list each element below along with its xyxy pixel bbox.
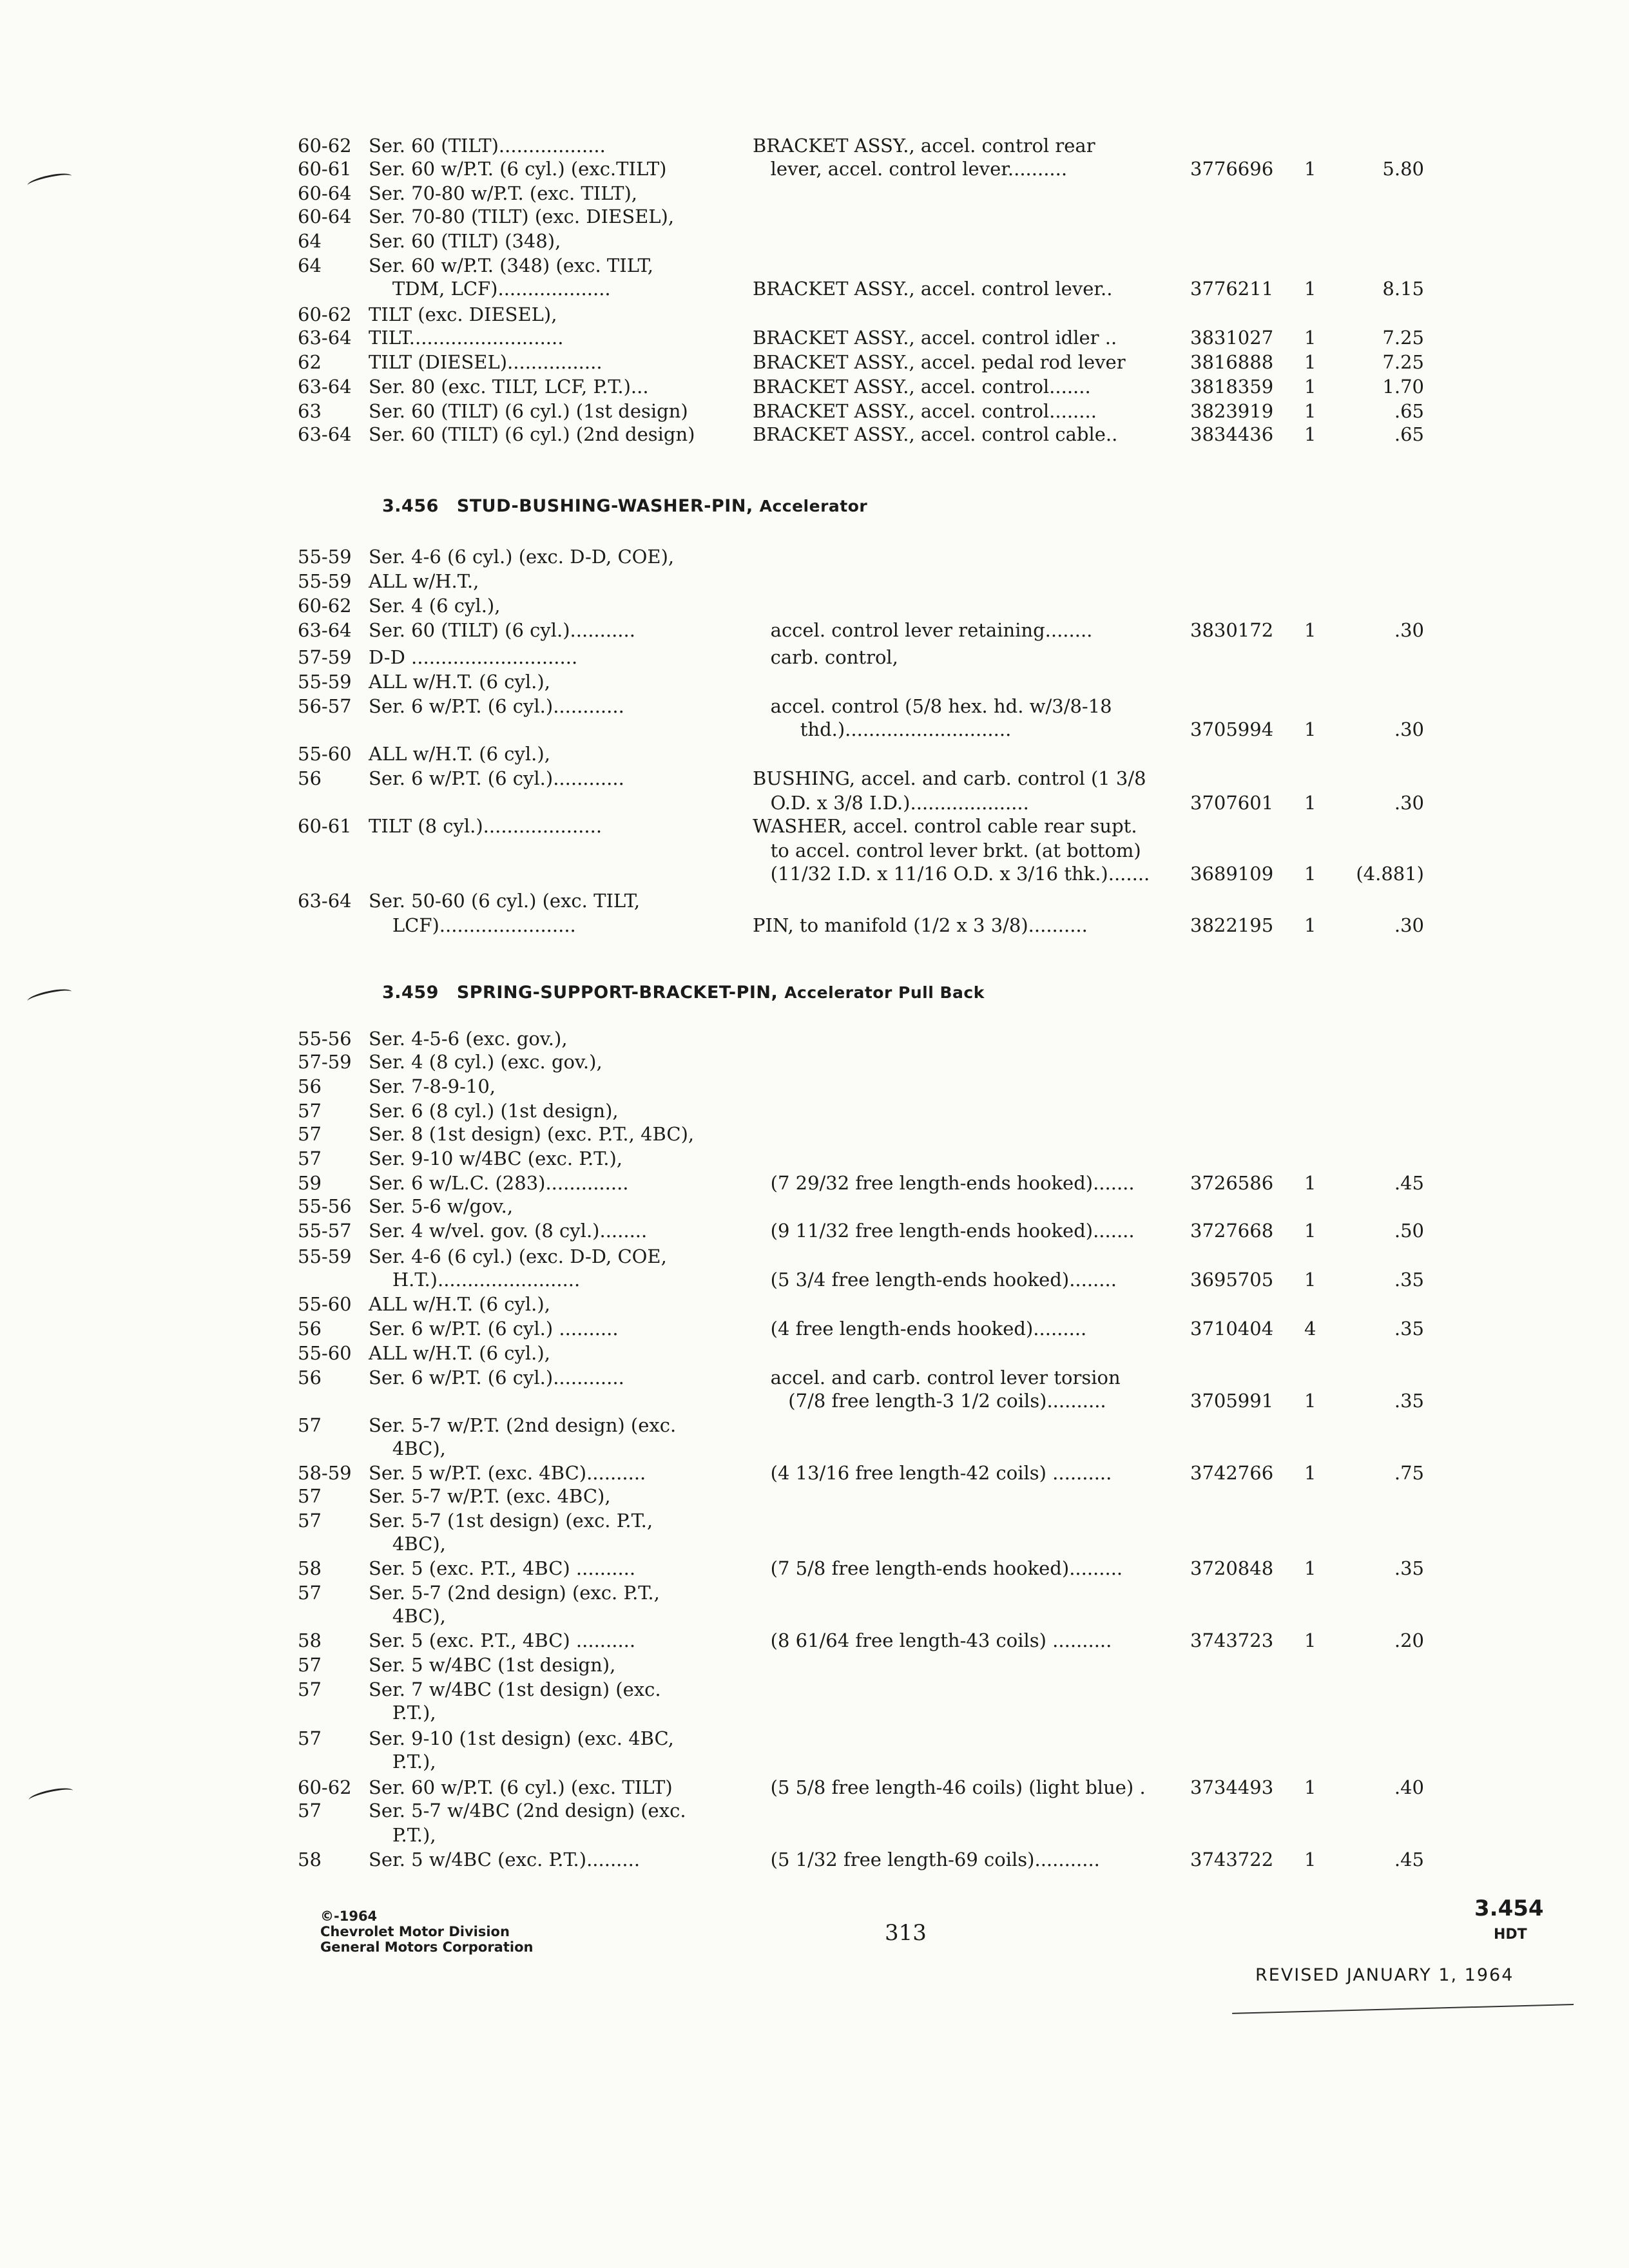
row-price: .35 bbox=[1394, 1318, 1424, 1340]
row-model: Ser. 8 (1st design) (exc. P.T., 4BC), bbox=[369, 1123, 695, 1145]
row-model: Ser. 6 w/P.T. (6 cyl.)............ bbox=[369, 767, 624, 789]
row-year: 63-64 bbox=[298, 376, 352, 398]
row-year: 55-56 bbox=[298, 1028, 352, 1050]
row-model: Ser. 5-6 w/gov., bbox=[369, 1195, 514, 1217]
section-subtitle: Accelerator Pull Back bbox=[784, 983, 985, 1002]
row-model: Ser. 9-10 (1st design) (exc. 4BC, bbox=[369, 1727, 674, 1749]
row-model: Ser. 5 w/P.T. (exc. 4BC).......... bbox=[369, 1462, 646, 1484]
row-part-name: (7 5/8 free length-ends hooked)......... bbox=[753, 1557, 1123, 1579]
row-part-number: 3776696 bbox=[1190, 158, 1274, 180]
row-year: 56 bbox=[298, 767, 322, 789]
row-part-number: 3818359 bbox=[1190, 376, 1274, 398]
row-quantity: 1 bbox=[1304, 718, 1316, 740]
row-year: 55-60 bbox=[298, 1342, 352, 1364]
row-part-name: O.D. x 3/8 I.D.).................... bbox=[753, 792, 1029, 814]
row-part-number: 3727668 bbox=[1190, 1220, 1274, 1242]
row-year: 63-64 bbox=[298, 423, 352, 445]
division: Chevrolet Motor Division bbox=[320, 1924, 510, 1939]
row-quantity: 1 bbox=[1304, 792, 1316, 814]
row-price: .35 bbox=[1394, 1269, 1424, 1291]
section-number: 3.456 bbox=[382, 496, 439, 516]
row-year: 57 bbox=[298, 1100, 322, 1122]
row-part-name: BRACKET ASSY., accel. control....... bbox=[753, 376, 1091, 398]
row-part-number: 3707601 bbox=[1190, 792, 1274, 814]
row-part-name: (4 13/16 free length-42 coils) .......... bbox=[753, 1462, 1112, 1484]
row-year: 55-56 bbox=[298, 1195, 352, 1217]
row-year: 59 bbox=[298, 1172, 322, 1194]
row-part-name: lever, accel. control lever.......... bbox=[753, 158, 1068, 180]
row-model: Ser. 5 (exc. P.T., 4BC) .......... bbox=[369, 1557, 636, 1579]
margin-mark bbox=[26, 986, 73, 1006]
row-year: 62 bbox=[298, 351, 322, 373]
row-part-number: 3816888 bbox=[1190, 351, 1274, 373]
row-part-number: 3705994 bbox=[1190, 718, 1274, 740]
row-model: TILT.......................... bbox=[369, 327, 564, 349]
row-model: Ser. 60 (TILT).................. bbox=[369, 135, 606, 157]
row-model: Ser. 60 (TILT) (6 cyl.) (1st design) bbox=[369, 400, 688, 422]
row-model: ALL w/H.T. (6 cyl.), bbox=[369, 743, 550, 765]
row-part-name: BRACKET ASSY., accel. control cable.. bbox=[753, 423, 1118, 445]
row-model: ALL w/H.T. (6 cyl.), bbox=[369, 1342, 550, 1364]
row-quantity: 4 bbox=[1304, 1318, 1316, 1340]
section-heading-3-459 bbox=[382, 983, 985, 1003]
row-quantity: 1 bbox=[1304, 1776, 1316, 1798]
row-year: 63-64 bbox=[298, 619, 352, 641]
row-part-name: (4 free length-ends hooked)......... bbox=[753, 1318, 1087, 1340]
row-price: .45 bbox=[1394, 1172, 1424, 1194]
row-model: Ser. 4-5-6 (exc. gov.), bbox=[369, 1028, 568, 1050]
row-part-name: BRACKET ASSY., accel. control........ bbox=[753, 400, 1097, 422]
row-year: 55-60 bbox=[298, 743, 352, 765]
row-quantity: 1 bbox=[1304, 400, 1316, 422]
row-part-number: 3830172 bbox=[1190, 619, 1274, 641]
row-part-name: to accel. control lever brkt. (at bottom) bbox=[753, 840, 1141, 861]
hdt-label: HDT bbox=[1494, 1927, 1527, 1943]
section-title: SPRING-SUPPORT-BRACKET-PIN, bbox=[456, 983, 778, 1003]
row-year: 60-62 bbox=[298, 1776, 352, 1798]
row-price: 1.70 bbox=[1382, 376, 1424, 398]
row-price: .65 bbox=[1394, 423, 1424, 445]
row-price: 5.80 bbox=[1382, 158, 1424, 180]
row-part-name: PIN, to manifold (1/2 x 3 3/8).......... bbox=[753, 914, 1088, 936]
row-part-name: accel. control (5/8 hex. hd. w/3/8-18 bbox=[753, 695, 1112, 717]
row-quantity: 1 bbox=[1304, 1849, 1316, 1870]
row-year: 60-64 bbox=[298, 182, 352, 204]
row-part-name: (5 5/8 free length-46 coils) (light blue) . bbox=[753, 1776, 1146, 1798]
margin-mark bbox=[26, 171, 73, 191]
row-year: 60-62 bbox=[298, 135, 352, 157]
row-model: TILT (DIESEL)................ bbox=[369, 351, 602, 373]
row-model: Ser. 50-60 (6 cyl.) (exc. TILT, bbox=[369, 890, 641, 912]
row-price: (4.881) bbox=[1356, 863, 1424, 885]
row-quantity: 1 bbox=[1304, 376, 1316, 398]
row-year: 60-62 bbox=[298, 303, 352, 325]
row-part-name: thd.)............................ bbox=[753, 718, 1012, 740]
row-part-number: 3743723 bbox=[1190, 1629, 1274, 1651]
row-model: Ser. 60 w/P.T. (6 cyl.) (exc. TILT) bbox=[369, 1776, 673, 1798]
row-model: Ser. 5-7 (1st design) (exc. P.T., bbox=[369, 1510, 653, 1532]
row-year: 55-60 bbox=[298, 1293, 352, 1315]
row-year: 56-57 bbox=[298, 695, 352, 717]
row-model: Ser. 5 w/4BC (1st design), bbox=[369, 1654, 616, 1676]
row-year: 57 bbox=[298, 1148, 322, 1169]
row-model: D-D ............................ bbox=[369, 646, 578, 668]
margin-mark bbox=[28, 1785, 74, 1805]
row-part-number: 3834436 bbox=[1190, 423, 1274, 445]
row-quantity: 1 bbox=[1304, 863, 1316, 885]
row-model: Ser. 7 w/4BC (1st design) (exc. bbox=[369, 1678, 661, 1700]
row-model: Ser. 7-8-9-10, bbox=[369, 1075, 496, 1097]
row-model: P.T.), bbox=[369, 1751, 436, 1773]
row-model: Ser. 6 w/P.T. (6 cyl.)............ bbox=[369, 1367, 624, 1389]
row-year: 55-59 bbox=[298, 1245, 352, 1267]
row-year: 55-57 bbox=[298, 1220, 352, 1242]
row-year: 55-59 bbox=[298, 570, 352, 592]
row-model: Ser. 70-80 (TILT) (exc. DIESEL), bbox=[369, 206, 675, 227]
row-year: 58-59 bbox=[298, 1462, 352, 1484]
row-part-name: carb. control, bbox=[753, 646, 898, 668]
row-year: 57 bbox=[298, 1582, 322, 1604]
row-model: Ser. 4 w/vel. gov. (8 cyl.)........ bbox=[369, 1220, 648, 1242]
row-year: 57 bbox=[298, 1654, 322, 1676]
row-price: .30 bbox=[1394, 792, 1424, 814]
publisher-block bbox=[320, 1908, 533, 1955]
row-part-number: 3720848 bbox=[1190, 1557, 1274, 1579]
row-price: .30 bbox=[1394, 914, 1424, 936]
row-price: .40 bbox=[1394, 1776, 1424, 1798]
row-part-number: 3743722 bbox=[1190, 1849, 1274, 1870]
row-year: 58 bbox=[298, 1849, 322, 1870]
row-part-name: accel. and carb. control lever torsion bbox=[753, 1367, 1121, 1389]
row-quantity: 1 bbox=[1304, 327, 1316, 349]
row-model: 4BC), bbox=[369, 1533, 446, 1555]
section-code: 3.454 bbox=[1474, 1896, 1544, 1921]
row-part-number: 3705991 bbox=[1190, 1390, 1274, 1412]
row-model: LCF)....................... bbox=[369, 914, 576, 936]
row-year: 57 bbox=[298, 1800, 322, 1821]
section-subtitle: Accelerator bbox=[759, 497, 868, 515]
row-part-number: 3776211 bbox=[1190, 278, 1274, 300]
row-part-number: 3726586 bbox=[1190, 1172, 1274, 1194]
row-quantity: 1 bbox=[1304, 1172, 1316, 1194]
row-model: Ser. 6 (8 cyl.) (1st design), bbox=[369, 1100, 619, 1122]
row-model: 4BC), bbox=[369, 1437, 446, 1459]
row-part-name: (7/8 free length-3 1/2 coils).......... bbox=[753, 1390, 1106, 1412]
row-part-name: (5 3/4 free length-ends hooked)........ bbox=[753, 1269, 1117, 1291]
row-price: .45 bbox=[1394, 1849, 1424, 1870]
row-price: 7.25 bbox=[1382, 327, 1424, 349]
row-year: 57 bbox=[298, 1414, 322, 1436]
row-model: ALL w/H.T., bbox=[369, 570, 479, 592]
section-number: 3.459 bbox=[382, 983, 439, 1003]
copyright: ©-1964 bbox=[320, 1908, 378, 1924]
row-year: 58 bbox=[298, 1629, 322, 1651]
row-model: Ser. 9-10 w/4BC (exc. P.T.), bbox=[369, 1148, 623, 1169]
row-price: .20 bbox=[1394, 1629, 1424, 1651]
row-model: Ser. 6 w/P.T. (6 cyl.)............ bbox=[369, 695, 624, 717]
row-price: .50 bbox=[1394, 1220, 1424, 1242]
row-model: Ser. 4 (8 cyl.) (exc. gov.), bbox=[369, 1051, 602, 1073]
row-part-number: 3831027 bbox=[1190, 327, 1274, 349]
row-price: .65 bbox=[1394, 400, 1424, 422]
row-model: Ser. 5-7 (2nd design) (exc. P.T., bbox=[369, 1582, 660, 1604]
row-model: Ser. 60 w/P.T. (6 cyl.) (exc.TILT) bbox=[369, 158, 667, 180]
row-year: 63 bbox=[298, 400, 322, 422]
row-quantity: 1 bbox=[1304, 1220, 1316, 1242]
corporation: General Motors Corporation bbox=[320, 1939, 534, 1955]
row-year: 56 bbox=[298, 1367, 322, 1389]
row-model: P.T.), bbox=[369, 1824, 436, 1846]
row-part-number: 3823919 bbox=[1190, 400, 1274, 422]
row-year: 57 bbox=[298, 1727, 322, 1749]
row-price: .75 bbox=[1394, 1462, 1424, 1484]
row-model: Ser. 5-7 w/4BC (2nd design) (exc. bbox=[369, 1800, 686, 1821]
row-part-name: (11/32 I.D. x 11/16 O.D. x 3/16 thk.)....... bbox=[753, 863, 1150, 885]
row-price: .30 bbox=[1394, 718, 1424, 740]
section-title: STUD-BUSHING-WASHER-PIN, bbox=[456, 496, 753, 516]
row-part-number: 3822195 bbox=[1190, 914, 1274, 936]
row-part-name: (5 1/32 free length-69 coils)........... bbox=[753, 1849, 1100, 1870]
row-model: Ser. 60 (TILT) (6 cyl.)........... bbox=[369, 619, 635, 641]
row-model: Ser. 4-6 (6 cyl.) (exc. D-D, COE), bbox=[369, 546, 675, 568]
row-price: .35 bbox=[1394, 1557, 1424, 1579]
row-year: 64 bbox=[298, 255, 322, 276]
row-year: 57-59 bbox=[298, 1051, 352, 1073]
row-quantity: 1 bbox=[1304, 1557, 1316, 1579]
row-year: 60-64 bbox=[298, 206, 352, 227]
row-model: TILT (exc. DIESEL), bbox=[369, 303, 557, 325]
row-quantity: 1 bbox=[1304, 158, 1316, 180]
row-quantity: 1 bbox=[1304, 1390, 1316, 1412]
row-model: Ser. 6 w/P.T. (6 cyl.) .......... bbox=[369, 1318, 619, 1340]
row-year: 64 bbox=[298, 230, 322, 252]
row-model: Ser. 6 w/L.C. (283).............. bbox=[369, 1172, 629, 1194]
row-model: Ser. 70-80 w/P.T. (exc. TILT), bbox=[369, 182, 638, 204]
row-year: 57 bbox=[298, 1485, 322, 1507]
row-price: .35 bbox=[1394, 1390, 1424, 1412]
row-model: ALL w/H.T. (6 cyl.), bbox=[369, 1293, 550, 1315]
row-price: 8.15 bbox=[1382, 278, 1424, 300]
row-year: 63-64 bbox=[298, 327, 352, 349]
row-year: 55-59 bbox=[298, 546, 352, 568]
row-year: 63-64 bbox=[298, 890, 352, 912]
row-year: 57 bbox=[298, 1123, 322, 1145]
row-price: 7.25 bbox=[1382, 351, 1424, 373]
row-quantity: 1 bbox=[1304, 1629, 1316, 1651]
row-model: Ser. 60 w/P.T. (348) (exc. TILT, bbox=[369, 255, 653, 276]
row-part-name: (8 61/64 free length-43 coils) .......... bbox=[753, 1629, 1112, 1651]
footer-rule bbox=[1232, 2004, 1574, 2014]
row-model: ALL w/H.T. (6 cyl.), bbox=[369, 671, 550, 693]
row-model: Ser. 5 w/4BC (exc. P.T.)......... bbox=[369, 1849, 641, 1870]
row-part-number: 3695705 bbox=[1190, 1269, 1274, 1291]
row-part-number: 3710404 bbox=[1190, 1318, 1274, 1340]
row-year: 57 bbox=[298, 1510, 322, 1532]
row-year: 56 bbox=[298, 1318, 322, 1340]
row-part-name: BRACKET ASSY., accel. pedal rod lever bbox=[753, 351, 1126, 373]
row-part-name: BRACKET ASSY., accel. control rear bbox=[753, 135, 1095, 157]
row-part-name: WASHER, accel. control cable rear supt. bbox=[753, 815, 1137, 837]
row-part-name: BUSHING, accel. and carb. control (1 3/8 bbox=[753, 767, 1146, 789]
row-part-number: 3689109 bbox=[1190, 863, 1274, 885]
row-part-number: 3734493 bbox=[1190, 1776, 1274, 1798]
row-quantity: 1 bbox=[1304, 351, 1316, 373]
row-model: P.T.), bbox=[369, 1702, 436, 1724]
row-model: Ser. 80 (exc. TILT, LCF, P.T.)... bbox=[369, 376, 649, 398]
row-year: 55-59 bbox=[298, 671, 352, 693]
row-model: Ser. 4-6 (6 cyl.) (exc. D-D, COE, bbox=[369, 1245, 667, 1267]
row-year: 56 bbox=[298, 1075, 322, 1097]
row-part-name: (7 29/32 free length-ends hooked)....... bbox=[753, 1172, 1135, 1194]
row-part-name: BRACKET ASSY., accel. control lever.. bbox=[753, 278, 1113, 300]
row-year: 60-61 bbox=[298, 815, 352, 837]
row-part-name: BRACKET ASSY., accel. control idler .. bbox=[753, 327, 1117, 349]
row-quantity: 1 bbox=[1304, 1269, 1316, 1291]
row-quantity: 1 bbox=[1304, 423, 1316, 445]
row-quantity: 1 bbox=[1304, 619, 1316, 641]
row-part-name: accel. control lever retaining........ bbox=[753, 619, 1093, 641]
row-model: Ser. 4 (6 cyl.), bbox=[369, 595, 501, 617]
row-model: 4BC), bbox=[369, 1605, 446, 1627]
row-price: .30 bbox=[1394, 619, 1424, 641]
revised-date: REVISED JANUARY 1, 1964 bbox=[1255, 1965, 1514, 1985]
page-number: 313 bbox=[885, 1920, 927, 1946]
row-year: 60-62 bbox=[298, 595, 352, 617]
row-year: 57-59 bbox=[298, 646, 352, 668]
row-year: 58 bbox=[298, 1557, 322, 1579]
row-quantity: 1 bbox=[1304, 1462, 1316, 1484]
row-year: 57 bbox=[298, 1678, 322, 1700]
row-model: Ser. 5 (exc. P.T., 4BC) .......... bbox=[369, 1629, 636, 1651]
row-model: TDM, LCF)................... bbox=[369, 278, 611, 300]
row-quantity: 1 bbox=[1304, 914, 1316, 936]
row-model: Ser. 5-7 w/P.T. (exc. 4BC), bbox=[369, 1485, 611, 1507]
row-model: Ser. 5-7 w/P.T. (2nd design) (exc. bbox=[369, 1414, 677, 1436]
section-heading-3-456 bbox=[382, 496, 867, 516]
row-year: 60-61 bbox=[298, 158, 352, 180]
row-model: H.T.)........................ bbox=[369, 1269, 581, 1291]
row-model: Ser. 60 (TILT) (6 cyl.) (2nd design) bbox=[369, 423, 695, 445]
row-model: Ser. 60 (TILT) (348), bbox=[369, 230, 561, 252]
row-model: TILT (8 cyl.).................... bbox=[369, 815, 602, 837]
row-quantity: 1 bbox=[1304, 278, 1316, 300]
row-part-number: 3742766 bbox=[1190, 1462, 1274, 1484]
row-part-name: (9 11/32 free length-ends hooked)....... bbox=[753, 1220, 1135, 1242]
